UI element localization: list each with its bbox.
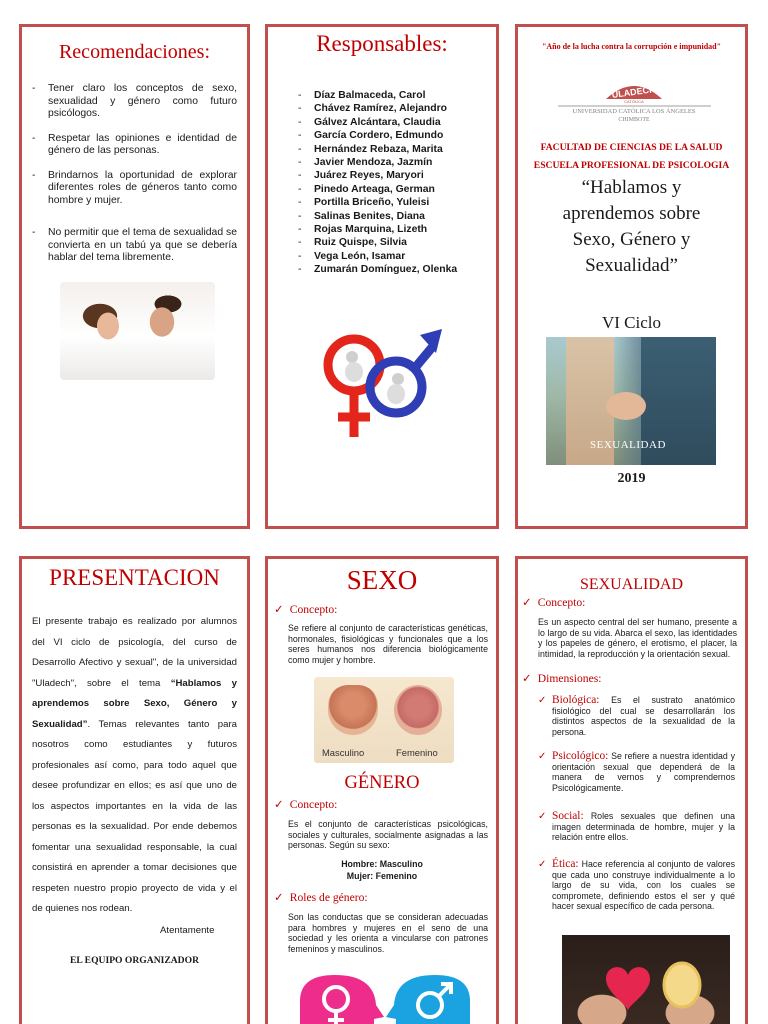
heart-icon — [562, 935, 730, 1024]
list-item: - Javier Mendoza, Jazmín — [298, 156, 457, 169]
list-item: - Gálvez Alcántara, Claudia — [298, 116, 457, 129]
check-icon: ✓ — [522, 596, 532, 609]
image-caption: SEXUALIDAD — [590, 439, 666, 451]
uladech-logo-icon — [552, 69, 717, 125]
list-item: - No permitir que el tema de sexualidad se convierta en un tabú ya que se debería hablar del tema libremente. — [32, 227, 237, 265]
cycle-label: VI Ciclo — [601, 313, 662, 332]
responsables-list — [298, 89, 457, 277]
school-name: ESCUELA PROFESIONAL DE PSICOLOGIA — [533, 160, 730, 171]
sexualidad-title: SEXUALIDAD — [579, 576, 684, 593]
faculty-name: FACULTAD DE CIENCIAS DE LA SALUD — [540, 142, 723, 153]
list-item: ✓ Social: Roles sexuales que definen una imagen determinada de hombre, mujer y la relación entre ellos. — [538, 810, 735, 843]
list-item: - Portilla Briceño, Yuleisi — [298, 196, 457, 209]
svg-text:CATÓLICA: CATÓLICA — [624, 99, 644, 104]
check-icon: ✓ — [538, 695, 547, 706]
sexo-concept-text: Se refiere al conjunto de características genéticas, hormonales, fisiológicas y funcionales que a los seres humanos nos diferencia biológicamente como mujer y hombre. — [288, 623, 488, 665]
section-heading: ✓ Roles de género: — [274, 891, 368, 904]
sexualidad-panel — [515, 556, 748, 1024]
gender-symbols-icon — [316, 317, 446, 447]
list-item: - Díaz Balmaceda, Carol — [298, 89, 457, 102]
section-heading: ✓ Dimensiones: — [522, 672, 602, 685]
section-heading: ✓ Concepto: — [522, 596, 586, 609]
list-item: - Hernández Rebaza, Marita — [298, 143, 457, 156]
list-item: - Brindarnos la oportunidad de explorar diferentes roles de géneros tanto como hombre y mujer. — [32, 170, 237, 208]
list-item: - Salinas Benites, Diana — [298, 210, 457, 223]
check-icon: ✓ — [274, 798, 284, 811]
closing-text: Atentamente — [160, 925, 215, 936]
title-line: Sexo, Género y — [572, 229, 691, 250]
male-label: Masculino — [322, 747, 365, 758]
gender-heads-icon — [290, 971, 480, 1024]
list-item: - Ruiz Quispe, Silvia — [298, 236, 457, 249]
list-item: - Rojas Marquina, Lizeth — [298, 223, 457, 236]
svg-text:ULADECH: ULADECH — [611, 84, 657, 101]
signature: EL EQUIPO ORGANIZADOR — [70, 955, 199, 966]
title-line: aprendemos sobre — [562, 203, 701, 224]
list-item: ✓ Psicológico: Se refiere a nuestra identidad y orientación sexual que dependerá de la manera de vernos y comprendernos Psicológicamente. — [538, 750, 735, 793]
female-label: Femenino — [396, 747, 438, 758]
holding-hands-photo — [546, 337, 716, 465]
sexo-title: SEXO — [346, 565, 418, 595]
title-line: Sexualidad” — [585, 255, 678, 276]
presentacion-body: El presente trabajo es realizado por alumnos del VI ciclo de psicología, del curso de Desarrollo Afectivo y sexual", de la universidad "Uladech", sobre el tema “Hablamos y aprendemos sobre Sexo, Género y Sexualidad”. Temas relevantes tanto para nosotros como estudiantes y futuros profesionales así como, para todo aquel que desee profundizar en ellos; es así que uno de los aspectos importantes en la vida de las personas es la sexualidad. Por ende debemos fomentar una sexualidad responsable, la cual consistirá en aprender a tomar decisiones que respeten nuestro propio proyecto de vida y el de quienes nos rodean. — [32, 616, 237, 914]
list-item: - Vega León, Isamar — [298, 250, 457, 263]
list-item: - Juárez Reyes, Maryori — [298, 169, 457, 182]
list-item: - Zumarán Domínguez, Olenka — [298, 263, 457, 276]
check-icon: ✓ — [538, 811, 547, 822]
recomendaciones-panel — [19, 24, 250, 529]
year-label: 2019 — [617, 471, 646, 486]
responsables-panel — [265, 24, 499, 529]
check-icon: ✓ — [538, 751, 547, 762]
check-icon: ✓ — [274, 891, 284, 904]
list-item: - Respetar las opiniones e identidad de género de las personas. — [32, 133, 237, 158]
title-line: “Hablamos y — [581, 177, 682, 198]
year-motto: "Año de la lucha contra la corrupción e impunidad" — [541, 42, 722, 51]
section-heading: ✓ Concepto: — [274, 798, 338, 811]
presentacion-title: PRESENTACION — [49, 565, 220, 590]
list-item: ✓ Ética: Hace referencia al conjunto de valores que cada uno construye individualmente a lo largo de su vida, con los cuales se compromete, definiendo estos el ser y qué hacer sexual específico de cada persona. — [538, 858, 735, 912]
genero-title: GÉNERO — [344, 773, 420, 793]
recomendaciones-list — [32, 83, 237, 277]
sexo-genero-panel — [265, 556, 499, 1024]
faculty-heading — [518, 139, 745, 175]
brochure-title — [518, 175, 745, 279]
check-icon: ✓ — [522, 672, 532, 685]
svg-text:UNIVERSIDAD CATÓLICA LOS ÁNGEL: UNIVERSIDAD CATÓLICA LOS ÁNGELES — [572, 108, 696, 115]
anatomy-image — [314, 677, 454, 763]
couple-photo — [60, 282, 215, 380]
recomendaciones-title: Recomendaciones: — [58, 41, 211, 63]
female-gender-line: Mujer: Femenino — [346, 871, 418, 881]
svg-text:CHIMBOTE: CHIMBOTE — [618, 117, 650, 123]
portada-panel — [515, 24, 748, 529]
check-icon: ✓ — [274, 603, 284, 616]
roles-text: Son las conductas que se consideran adecuadas para hombres y mujeres en el seno de una sociedad y les orienta a vincularse con patrones femeninos y masculinos. — [288, 912, 488, 954]
list-item: - Chávez Ramírez, Alejandro — [298, 102, 457, 115]
presentacion-panel — [19, 556, 250, 1024]
genero-concept-text: Es el conjunto de características psicológicas, sociales y culturales, socialmente asignadas a las personas. Según su sexo: — [288, 819, 488, 851]
list-item: - Pinedo Arteaga, German — [298, 183, 457, 196]
list-item: - García Cordero, Edmundo — [298, 129, 457, 142]
section-heading: ✓ Concepto: — [274, 603, 338, 616]
list-item: - Tener claro los conceptos de sexo, sexualidad y género como futuro psicólogos. — [32, 83, 237, 121]
sexualidad-concept-text: Es un aspecto central del ser humano, presente a lo largo de su vida. Abarca el sexo, las identidades y los papeles de género, el erotismo, el placer, la intimidad, la reproducción y la orientación sexual. — [538, 617, 737, 659]
hands-heart-photo — [562, 935, 730, 1024]
responsables-title: Responsables: — [316, 31, 448, 56]
list-item: ✓ Biológica: Es el sustrato anatómico fisiológico del cual se desarrollarán los distintos aspectos de la sexualidad de la persona. — [538, 694, 735, 737]
check-icon: ✓ — [538, 859, 547, 870]
male-gender-line: Hombre: Masculino — [341, 859, 423, 869]
